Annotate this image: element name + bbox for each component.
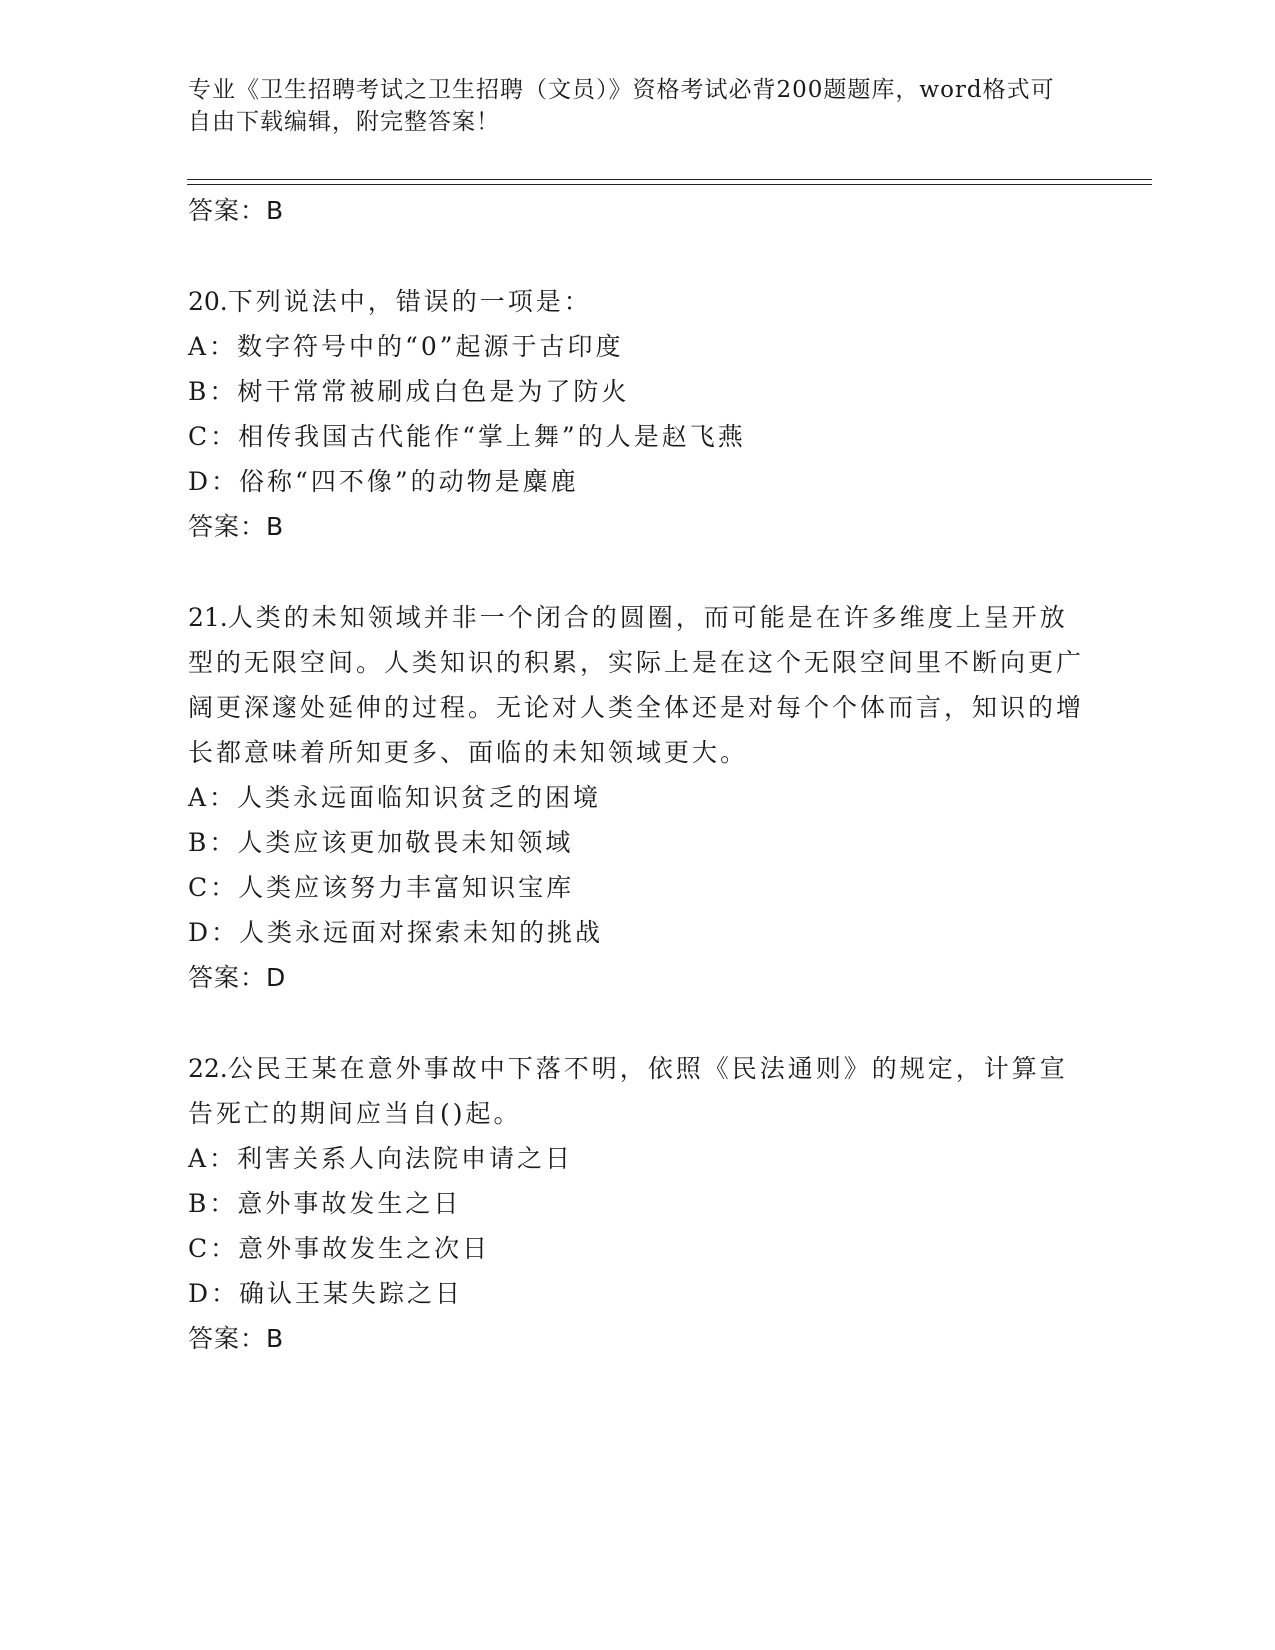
question-21 [188,595,1088,1000]
option-a: A：数字符号中的“0”起源于古印度 [188,332,624,361]
option-c: C：人类应该努力丰富知识宝库 [188,873,575,902]
answer-line: 答案：B [188,1324,285,1353]
question-number: 21. [188,603,228,632]
question-text: 人类的未知领域并非一个闭合的圆圈，而可能是在许多维度上呈开放型的无限空间。人类知识的积累，实际上是在这个无限空间里不断向更广阔更深邃处延伸的过程。无论对人类全体还是对每个个体而言，知识的增长都意味着所知更多、面临的未知领域更大。 [188,603,1085,767]
header-divider-top [187,179,1152,180]
question-number: 22. [188,1054,228,1083]
option-d: D：俗称“四不像”的动物是麋鹿 [188,467,579,496]
question-stem [188,595,1088,775]
question-number: 20. [188,287,228,316]
question-20 [188,279,1088,549]
option-d: D：确认王某失踪之日 [188,1279,464,1308]
option-b: B：意外事故发生之日 [188,1189,462,1218]
option-b: B：树干常常被刷成白色是为了防火 [188,377,630,406]
option-a: A：人类永远面临知识贫乏的困境 [188,783,602,812]
document-intro: 专业《卫生招聘考试之卫生招聘（文员）》资格考试必背200题题库，word格式可自由下载编辑，附完整答案！ [188,77,1055,135]
question-stem [188,279,1088,324]
question-stem [188,1046,1088,1136]
option-a: A：利害关系人向法院申请之日 [188,1144,574,1173]
question-text: 公民王某在意外事故中下落不明，依照《民法通则》的规定，计算宣告死亡的期间应当自()起。 [188,1054,1068,1128]
question-list [188,188,1088,1361]
answer-line: 答案：B [188,196,285,225]
option-d: D：人类永远面对探索未知的挑战 [188,918,604,947]
header-divider-bottom [187,184,1152,185]
question-22 [188,1046,1088,1361]
answer-line: 答案：D [188,963,287,992]
option-c: C：相传我国古代能作“掌上舞”的人是赵飞燕 [188,422,746,451]
answer-line: 答案：B [188,512,285,541]
option-b: B：人类应该更加敬畏未知领域 [188,828,574,857]
option-c: C：意外事故发生之次日 [188,1234,491,1263]
question-text: 下列说法中，错误的一项是： [227,287,592,316]
